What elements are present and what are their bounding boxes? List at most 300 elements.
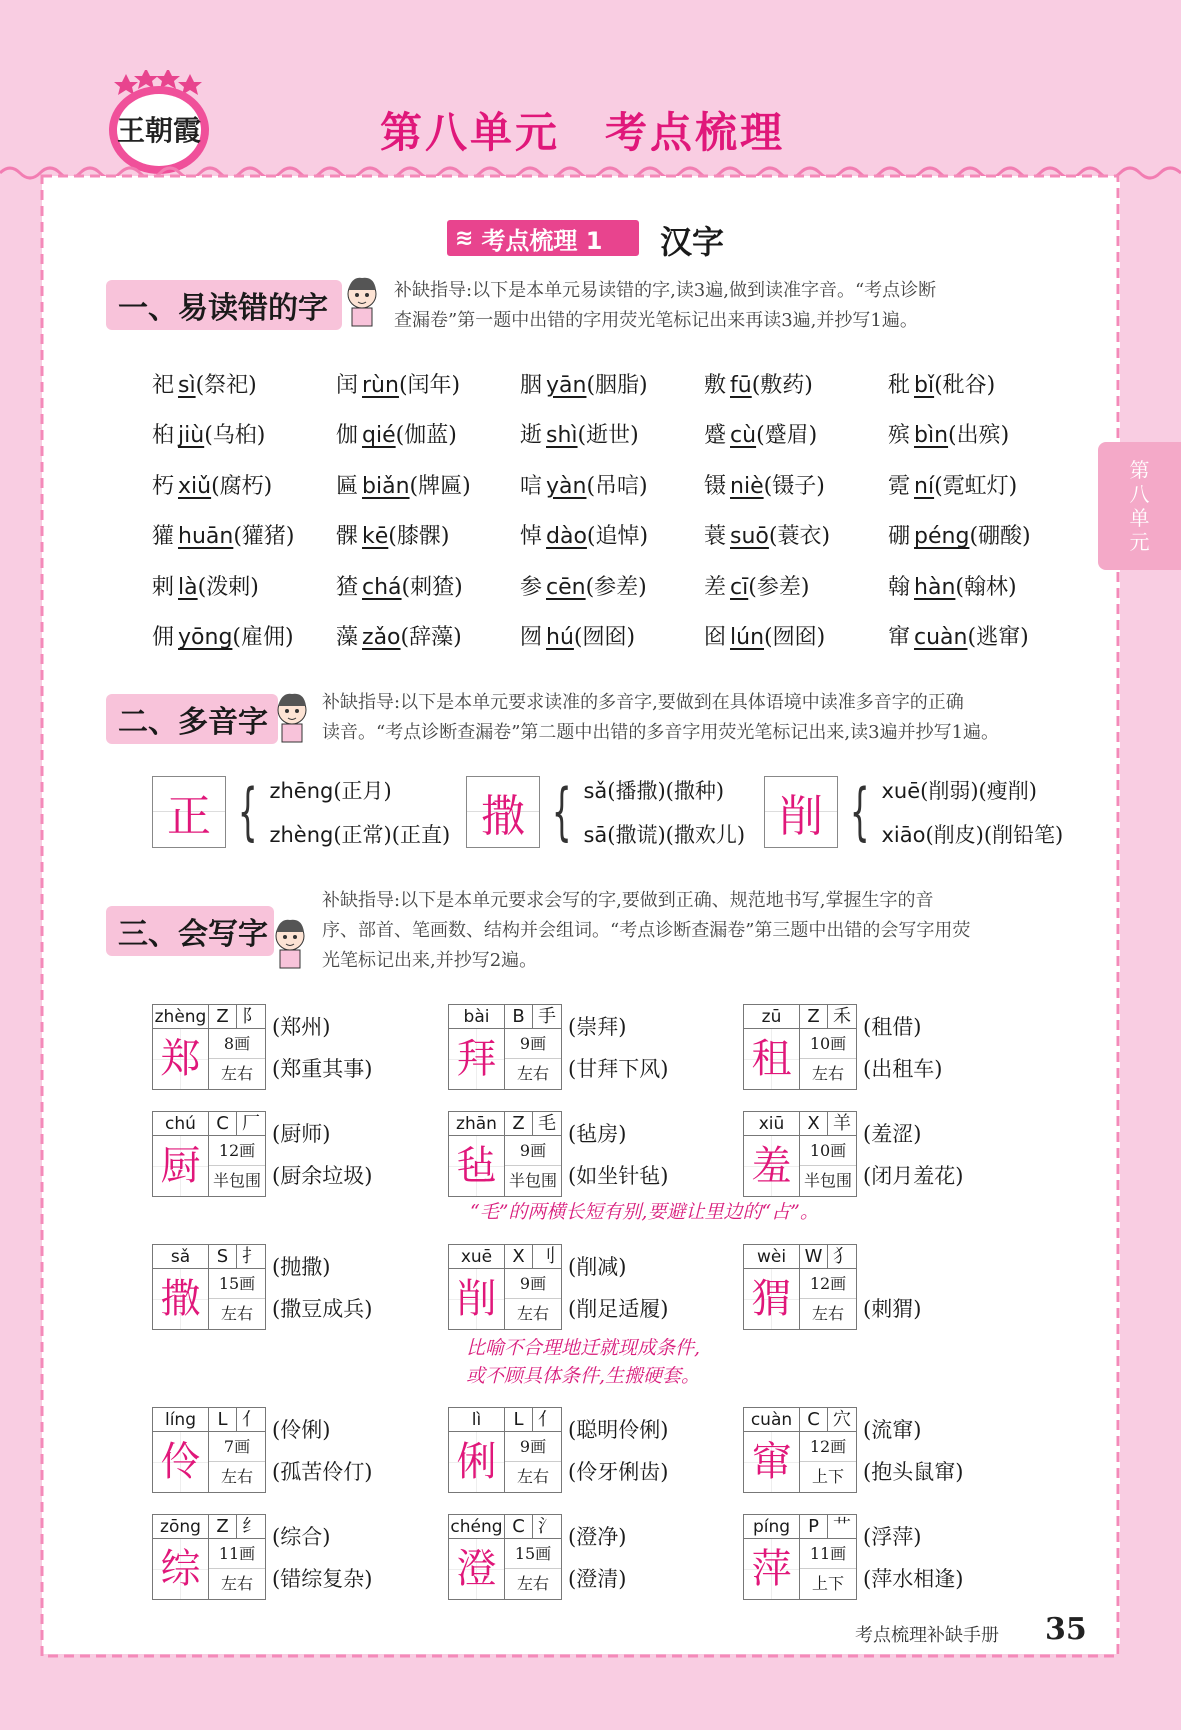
guide-line: 序、部首、笔画数、结构并会组词。“考点诊断查漏卷”第三题中出错的会写字用荧 (322, 920, 971, 941)
misread-word: (翰林) (955, 574, 1017, 600)
card-strokes: 11画 (209, 1539, 265, 1569)
char-grid-box (152, 1244, 266, 1330)
card-word: (羞涩) (863, 1122, 922, 1146)
misread-pinyin: zǎo (362, 625, 401, 651)
part2-guide (322, 688, 999, 748)
misread-word: (逝世) (577, 423, 639, 449)
card-pinyin: sǎ (153, 1245, 209, 1269)
misread-item (336, 368, 520, 399)
char-grid-box (743, 1514, 857, 1600)
misread-item (704, 418, 888, 449)
card-pinyin: chú (153, 1112, 209, 1136)
card-radical: 穴 (828, 1408, 856, 1432)
brace-icon: { (237, 775, 258, 848)
reading-words: (播撒)(撒种) (607, 779, 725, 803)
reading-words: (削皮)(削铅笔) (925, 823, 1064, 847)
misread-pinyin: dào (546, 524, 587, 550)
card-word: (闭月羞花) (863, 1164, 964, 1188)
char-grid-box (448, 1514, 562, 1600)
misread-char: 差 (704, 574, 727, 600)
card-structure: 左右 (220, 1304, 253, 1323)
polyphone-char: 撒 (466, 776, 540, 848)
char-card (448, 1004, 728, 1090)
guide-line: 补缺指导:以下是本单元要求会写的字,要做到正确、规范地书写,掌握生字的音 (322, 890, 934, 911)
card-radical: 亻 (533, 1408, 561, 1432)
misread-char: 蹙 (704, 423, 727, 449)
misread-item (152, 519, 336, 550)
card-words (863, 1409, 963, 1493)
card-words (272, 1246, 372, 1330)
misread-word: (乌桕) (204, 423, 266, 449)
card-pinyin: chéng (449, 1515, 505, 1539)
char-grid-box (743, 1244, 857, 1330)
misread-word: (敷药) (751, 372, 813, 398)
misread-item (336, 418, 520, 449)
card-words (272, 1516, 372, 1600)
misread-word: (伽蓝) (395, 423, 457, 449)
misread-word: (牌匾) (409, 473, 471, 499)
card-pinyin: lì (449, 1408, 505, 1432)
char-card (448, 1111, 728, 1197)
card-words (568, 1113, 668, 1197)
card-word: (租借) (863, 1015, 922, 1039)
misread-pinyin: yān (546, 372, 587, 398)
card-word: (毡房) (568, 1122, 627, 1146)
side-tab-char: 元 (1129, 530, 1150, 554)
card-strokes: 12画 (800, 1269, 856, 1299)
misread-word: (祭祀) (195, 372, 257, 398)
card-word: (郑州) (272, 1015, 331, 1039)
card-strokes: 15画 (209, 1269, 265, 1299)
card-initial: P (800, 1515, 828, 1539)
part2-heading: 二、多音字 (106, 694, 278, 744)
char-card (448, 1514, 728, 1600)
card-word: (甘拜下风) (568, 1057, 669, 1081)
side-tab-char: 单 (1129, 506, 1150, 530)
polyphone-item (764, 775, 1063, 849)
note-line: 比喻不合理地迁就现成条件, (466, 1337, 701, 1359)
card-structure: 半包围 (212, 1171, 261, 1190)
card-pinyin: xiū (744, 1112, 800, 1136)
card-char: 拜 (449, 1029, 505, 1089)
card-pinyin: bài (449, 1005, 505, 1029)
misread-word: (蹙眉) (756, 423, 818, 449)
misread-word: (追悼) (586, 524, 649, 550)
misread-char: 剌 (152, 574, 175, 600)
misread-item (704, 620, 888, 651)
card-strokes: 9画 (505, 1029, 561, 1059)
misread-char: 匾 (336, 473, 359, 499)
card-strokes: 8画 (209, 1029, 265, 1059)
card-words (272, 1006, 372, 1090)
misread-word: (膝髁) (388, 524, 450, 550)
part3-heading: 三、会写字 (106, 906, 274, 956)
card-structure: 半包围 (803, 1171, 852, 1190)
card-structure: 左右 (220, 1467, 253, 1486)
char-grid-box (448, 1407, 562, 1493)
misread-pinyin: jiù (178, 423, 205, 449)
annotation-note: “毛”的两横长短有别,要避让里边的“占”。 (470, 1201, 819, 1223)
reading-line (583, 775, 745, 805)
misread-pinyin: cù (730, 423, 757, 449)
card-word: (浮萍) (863, 1525, 922, 1549)
card-initial: Z (505, 1112, 533, 1136)
reading-line (269, 819, 450, 849)
card-structure: 半包围 (508, 1171, 557, 1190)
misread-word: (腐朽) (211, 473, 273, 499)
char-card (743, 1514, 1023, 1600)
misread-item (888, 368, 1072, 399)
reading-line (269, 775, 450, 805)
misread-word: (囫囵) (573, 625, 636, 651)
misread-word: (雇佣) (232, 625, 294, 651)
card-initial: C (209, 1112, 237, 1136)
char-grid-box (152, 1514, 266, 1600)
misread-char: 佣 (152, 625, 175, 651)
misread-item (888, 620, 1072, 651)
misread-word: (吊唁) (586, 473, 648, 499)
card-char: 伶 (153, 1432, 209, 1492)
guide-line: 补缺指导:以下是本单元易读错的字,读3遍,做到读准字音。“考点诊断 (394, 280, 937, 301)
reading-pinyin: zhēng (269, 779, 334, 803)
card-word: (抛撒) (272, 1255, 331, 1279)
misread-item (520, 620, 704, 651)
polyphone-readings (583, 775, 745, 849)
misread-char: 秕 (888, 372, 911, 398)
card-pinyin: cuàn (744, 1408, 800, 1432)
card-char: 毡 (449, 1136, 505, 1196)
char-card (152, 1514, 432, 1600)
section-badge-label: 考点梳理 1 (481, 226, 603, 255)
card-word: (削减) (568, 1255, 627, 1279)
misread-item (888, 418, 1072, 449)
reading-pinyin: zhèng (269, 823, 334, 847)
card-radical: 氵 (533, 1515, 561, 1539)
misread-pinyin: cuàn (914, 625, 968, 651)
section-title: 汉字 (660, 223, 725, 261)
misread-char: 唁 (520, 473, 543, 499)
misread-item (336, 570, 520, 601)
misread-pinyin: péng (914, 524, 970, 550)
card-pinyin: zhèng (153, 1005, 209, 1029)
guide-line: 读音。“考点诊断查漏卷”第二题中出错的多音字用荧光笔标记出来,读3遍并抄写1遍。 (322, 722, 1000, 743)
card-word: (错综复杂) (272, 1567, 373, 1591)
card-pinyin: xuē (449, 1245, 505, 1269)
card-char: 撒 (153, 1269, 209, 1329)
card-radical: 羊 (828, 1112, 856, 1136)
card-initial: C (800, 1408, 828, 1432)
card-word: (流窜) (863, 1418, 922, 1442)
card-initial: B (505, 1005, 533, 1029)
misread-char: 殡 (888, 423, 911, 449)
char-grid-box (743, 1111, 857, 1197)
guide-line: 光笔标记出来,并抄写2遍。 (322, 950, 538, 971)
misread-item (704, 368, 888, 399)
card-words (272, 1409, 372, 1493)
card-words (568, 1516, 626, 1600)
misread-item (336, 469, 520, 500)
misread-word: (蓑衣) (768, 524, 831, 550)
card-radical: 毛 (533, 1112, 561, 1136)
card-word: (削足适履) (568, 1297, 669, 1321)
card-radical: 扌 (237, 1245, 265, 1269)
misread-pinyin: là (178, 574, 198, 600)
card-words (568, 1006, 668, 1090)
char-grid-box (152, 1111, 266, 1197)
card-structure: 左右 (220, 1574, 253, 1593)
polyphone-char: 正 (152, 776, 226, 848)
misread-char: 逝 (520, 423, 543, 449)
card-strokes: 9画 (505, 1269, 561, 1299)
card-strokes: 12画 (800, 1432, 856, 1462)
misread-item (152, 368, 336, 399)
card-radical: 犭 (828, 1245, 856, 1269)
misread-word: (出殡) (948, 423, 1010, 449)
misread-row (152, 358, 1072, 409)
part1-heading: 一、易读错的字 (106, 280, 342, 330)
easy-misread-list (152, 358, 1072, 661)
guide-line: 查漏卷”第一题中出错的字用荧光笔标记出来再读3遍,并抄写1遍。 (394, 310, 918, 331)
card-radical: 手 (533, 1005, 561, 1029)
misread-row (152, 560, 1072, 611)
misread-word: (胭脂) (586, 372, 648, 398)
card-char: 窜 (744, 1432, 800, 1492)
misread-char: 硼 (888, 524, 911, 550)
brace-icon: { (551, 775, 572, 848)
card-word: (萍水相逢) (863, 1567, 964, 1591)
card-pinyin: líng (153, 1408, 209, 1432)
misread-pinyin: huān (178, 524, 234, 550)
misread-pinyin: suō (730, 524, 769, 550)
misread-item (152, 418, 336, 449)
reading-pinyin: xuē (881, 779, 921, 803)
misread-word: (镊子) (763, 473, 825, 499)
card-words (568, 1246, 668, 1330)
card-strokes: 15画 (505, 1539, 561, 1569)
misread-row (152, 459, 1072, 510)
card-pinyin: zhān (449, 1112, 505, 1136)
misread-item (336, 620, 520, 651)
card-word: (撒豆成兵) (272, 1297, 373, 1321)
misread-item (520, 418, 704, 449)
reading-words: (撒谎)(撒欢儿) (607, 823, 746, 847)
polyphone-item (152, 775, 450, 849)
polyphone-char: 削 (764, 776, 838, 848)
card-words (863, 1516, 963, 1600)
card-strokes: 12画 (209, 1136, 265, 1166)
misread-word: (逃窜) (967, 625, 1029, 651)
misread-pinyin: chá (362, 574, 402, 600)
card-word: (刺猬) (863, 1297, 922, 1321)
char-card (448, 1407, 728, 1493)
card-char: 削 (449, 1269, 505, 1329)
card-words (863, 1246, 921, 1330)
polyphone-readings (881, 775, 1063, 849)
card-structure: 左右 (811, 1304, 844, 1323)
misread-item (520, 519, 704, 550)
misread-pinyin: bìn (914, 423, 949, 449)
misread-pinyin: niè (730, 473, 764, 499)
misread-pinyin: qié (362, 423, 396, 449)
char-card (743, 1004, 1023, 1090)
misread-item (888, 469, 1072, 500)
misread-char: 闰 (336, 372, 359, 398)
card-radical: 厂 (237, 1112, 265, 1136)
misread-pinyin: biǎn (362, 473, 410, 499)
brace-icon: { (849, 775, 870, 848)
char-card (152, 1004, 432, 1090)
misread-pinyin: hàn (914, 574, 956, 600)
misread-char: 藻 (336, 625, 359, 651)
card-word (863, 1246, 921, 1288)
misread-pinyin: cēn (546, 574, 586, 600)
card-words (863, 1006, 942, 1090)
reading-pinyin: xiāo (881, 823, 926, 847)
wave-lines-icon: ≋ (455, 225, 474, 251)
misread-row (152, 409, 1072, 460)
side-tab-char: 第 (1129, 458, 1150, 482)
misread-word: (秕谷) (934, 372, 996, 398)
logo-text: 王朝霞 (116, 114, 202, 147)
card-word: (伶俐) (272, 1418, 331, 1442)
card-words (272, 1113, 372, 1197)
card-radical: 刂 (533, 1245, 561, 1269)
polyphone-readings (269, 775, 450, 849)
student-avatar-icon (340, 274, 384, 328)
part1-guide (394, 276, 936, 336)
reading-words: (正常)(正直) (333, 823, 451, 847)
misread-char: 胭 (520, 372, 543, 398)
char-grid-box (152, 1407, 266, 1493)
char-card (743, 1111, 1023, 1197)
char-card (448, 1244, 728, 1330)
misread-char: 祀 (152, 372, 175, 398)
misread-word: (硼酸) (969, 524, 1031, 550)
card-structure: 上下 (811, 1467, 844, 1486)
card-structure: 左右 (516, 1467, 549, 1486)
misread-word: (辞藻) (400, 625, 462, 651)
section-badge (447, 220, 639, 256)
misread-item (520, 570, 704, 601)
card-word: (聪明伶俐) (568, 1418, 669, 1442)
card-char: 郑 (153, 1029, 209, 1089)
misread-item (704, 469, 888, 500)
card-initial: C (505, 1515, 533, 1539)
misread-char: 囫 (520, 625, 543, 651)
misread-char: 敷 (704, 372, 727, 398)
card-char: 猬 (744, 1269, 800, 1329)
misread-item (152, 469, 336, 500)
char-grid-box (448, 1111, 562, 1197)
part3-guide (322, 886, 970, 976)
card-radical: 禾 (828, 1005, 856, 1029)
misread-item (336, 519, 520, 550)
misread-item (520, 368, 704, 399)
card-char: 俐 (449, 1432, 505, 1492)
char-card (152, 1407, 432, 1493)
misread-word: (霓虹灯) (934, 473, 1018, 499)
card-pinyin: wèi (744, 1245, 800, 1269)
misread-char: 朽 (152, 473, 175, 499)
card-strokes: 10画 (800, 1029, 856, 1059)
char-grid-box (152, 1004, 266, 1090)
card-word: (崇拜) (568, 1015, 627, 1039)
misread-pinyin: ní (914, 473, 935, 499)
reading-line (583, 819, 745, 849)
card-char: 澄 (449, 1539, 505, 1599)
card-pinyin: píng (744, 1515, 800, 1539)
misread-item (888, 519, 1072, 550)
card-radical: 亻 (237, 1408, 265, 1432)
card-radical: 纟 (237, 1515, 265, 1539)
misread-char: 蓑 (704, 524, 727, 550)
misread-word: (闰年) (398, 372, 461, 398)
misread-item (704, 519, 888, 550)
card-word: (如坐针毡) (568, 1164, 669, 1188)
card-radical: 艹 (828, 1515, 856, 1539)
footer-book-title: 考点梳理补缺手册 (855, 1625, 999, 1646)
misread-char: 参 (520, 574, 543, 600)
misread-char: 窜 (888, 625, 911, 651)
misread-pinyin: yàn (546, 473, 587, 499)
card-strokes: 9画 (505, 1432, 561, 1462)
card-strokes: 10画 (800, 1136, 856, 1166)
misread-item (704, 570, 888, 601)
misread-word: (囫囵) (764, 625, 826, 651)
misread-char: 悼 (520, 524, 543, 550)
misread-item (152, 570, 336, 601)
card-words (863, 1113, 963, 1197)
note-line: 或不顾具体条件,生搬硬套。 (466, 1365, 701, 1387)
card-initial: X (505, 1245, 533, 1269)
reading-words: (正月) (333, 779, 392, 803)
misread-char: 髁 (336, 524, 359, 550)
card-words (568, 1409, 668, 1493)
reading-pinyin: sǎ (583, 779, 608, 803)
page-title: 第八单元 考点梳理 (380, 108, 786, 157)
card-initial: L (209, 1408, 237, 1432)
char-grid-box (743, 1407, 857, 1493)
char-card (743, 1407, 1023, 1493)
misread-pinyin: cī (730, 574, 749, 600)
char-grid-box (448, 1244, 562, 1330)
card-initial: Z (209, 1005, 237, 1029)
misread-pinyin: shì (546, 423, 578, 449)
card-structure: 左右 (516, 1574, 549, 1593)
card-initial: Z (209, 1515, 237, 1539)
card-radical: 阝 (237, 1005, 265, 1029)
misread-pinyin: sì (178, 372, 196, 398)
card-word: (厨余垃圾) (272, 1164, 373, 1188)
card-word: (伶牙俐齿) (568, 1460, 669, 1484)
card-structure: 左右 (516, 1064, 549, 1083)
card-char: 萍 (744, 1539, 800, 1599)
card-char: 租 (744, 1029, 800, 1089)
card-char: 综 (153, 1539, 209, 1599)
misread-pinyin: lún (730, 625, 765, 651)
annotation-note (466, 1334, 700, 1390)
card-word: (孤苦伶仃) (272, 1460, 373, 1484)
misread-pinyin: hú (546, 625, 574, 651)
card-structure: 左右 (811, 1064, 844, 1083)
card-word: (抱头鼠窜) (863, 1460, 964, 1484)
misread-item (520, 469, 704, 500)
card-strokes: 9画 (505, 1136, 561, 1166)
guide-line: 补缺指导:以下是本单元要求读准的多音字,要做到在具体语境中读准多音字的正确 (322, 692, 964, 713)
misread-char: 伽 (336, 423, 359, 449)
card-initial: W (800, 1245, 828, 1269)
card-word: (郑重其事) (272, 1057, 373, 1081)
